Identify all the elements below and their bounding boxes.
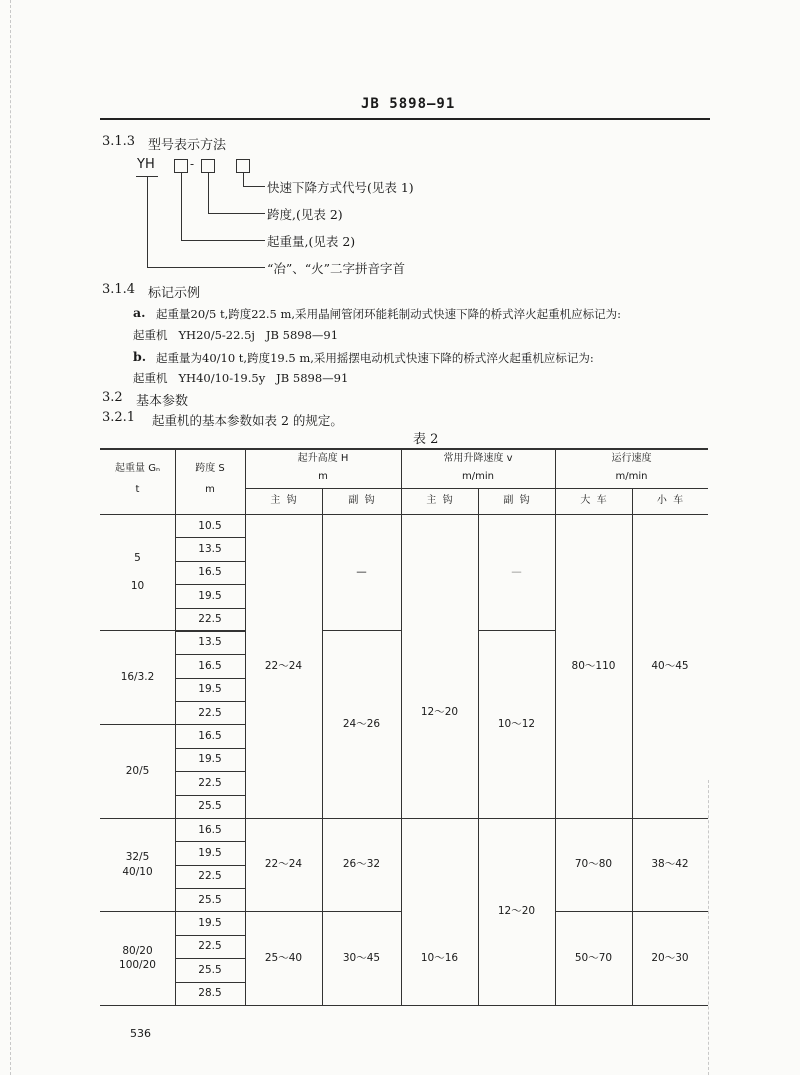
th-speed: 常用升降速度 v	[443, 453, 513, 465]
crane-speed: 80～110	[571, 659, 616, 672]
height-aux-hook: 30～45	[342, 951, 381, 964]
table-top-rule	[100, 448, 708, 450]
capacity-group: 5 10	[130, 551, 145, 593]
th-speed-unit: m/min	[462, 471, 494, 483]
section-3-2-1-number: 3.2.1	[102, 410, 136, 425]
height-main-hook: 25～40	[264, 951, 303, 964]
span-cell: 28.5	[198, 987, 222, 1000]
height-aux-hook: 26～32	[342, 858, 381, 871]
section-3-1-3-number: 3.1.3	[102, 134, 136, 149]
leader-span-h	[208, 213, 265, 214]
th-crane: 大 车	[580, 495, 607, 507]
section-3-2-number: 3.2	[102, 390, 123, 405]
th-aux-hook-speed: 副 钩	[503, 495, 530, 507]
span-cell: 22.5	[198, 776, 222, 789]
example-a-label: a.	[133, 305, 146, 320]
span-cell: 19.5	[198, 753, 222, 766]
span-cell: 22.5	[198, 870, 222, 883]
span-row-rule	[175, 771, 245, 772]
span-cell: 22.5	[198, 940, 222, 953]
model-dash: -	[190, 157, 195, 171]
example-a-mark: 起重机 YH20/5-22.5j JB 5898—91	[133, 328, 339, 342]
span-row-rule	[175, 935, 245, 936]
th-height: 起升高度 H	[297, 453, 349, 465]
th-main-hook: 主 钩	[270, 495, 297, 507]
span-row-rule	[175, 584, 245, 585]
span-row-rule	[175, 865, 245, 866]
th-travel: 运行速度	[611, 453, 652, 465]
mode-label: 快速下降方式代号(见表 1)	[267, 180, 414, 195]
span-cell: 13.5	[198, 636, 222, 649]
th-height-unit: m	[318, 471, 328, 483]
capacity-label: 起重量,(见表 2)	[267, 234, 356, 249]
speed-aux-hook: 10～12	[497, 717, 536, 730]
th-span-unit: m	[205, 484, 215, 496]
span-row-rule	[175, 748, 245, 749]
section-3-2-title: 基本参数	[136, 394, 189, 409]
th-capacity-unit: t	[135, 484, 140, 496]
mode-box	[236, 159, 250, 173]
span-cell: 13.5	[198, 542, 222, 555]
span-label: 跨度,(见表 2)	[267, 207, 343, 222]
span-row-rule	[175, 888, 245, 889]
span-row-rule	[175, 982, 245, 983]
crane-speed: 50～70	[574, 951, 613, 964]
header-rule	[100, 118, 710, 120]
leader-capacity-h	[181, 240, 265, 241]
span-row-rule	[175, 911, 245, 912]
capacity-box	[174, 159, 188, 173]
height-main-hook: 22～24	[264, 659, 303, 672]
span-cell: 19.5	[198, 917, 222, 930]
span-cell: 25.5	[198, 893, 222, 906]
leader-capacity-v	[181, 173, 182, 240]
span-row-rule	[175, 561, 245, 562]
leader-mode-v	[243, 173, 244, 186]
span-row-rule	[175, 631, 245, 632]
span-cell: 16.5	[198, 566, 222, 579]
th-capacity	[100, 460, 175, 478]
span-cell: 25.5	[198, 963, 222, 976]
speed-main-hook: 10～16	[420, 951, 459, 964]
table-bottom-rule	[100, 1005, 708, 1006]
span-row-rule	[175, 654, 245, 655]
span-row-rule	[175, 537, 245, 538]
span-row-rule	[175, 608, 245, 609]
section-3-2-1-text: 起重机的基本参数如表 2 的规定。	[152, 413, 343, 428]
trolley-speed: 20～30	[651, 951, 689, 964]
span-cell: 19.5	[198, 846, 222, 859]
span-cell: 10.5	[198, 519, 222, 532]
span-cell: 19.5	[198, 589, 222, 602]
speed-aux-hook: 12～20	[497, 905, 536, 918]
span-row-rule	[175, 678, 245, 679]
capacity-group: 16/3.2	[120, 670, 155, 683]
span-box	[201, 159, 215, 173]
capacity-group: 20/5	[125, 764, 150, 777]
scan-edge-left	[10, 0, 11, 1075]
span-cell: 16.5	[198, 823, 222, 836]
page-number: 536	[130, 1027, 151, 1040]
section-3-1-4-title: 标记示例	[148, 286, 201, 301]
leader-prefix-h	[147, 267, 265, 268]
section-3-1-3-title: 型号表示方法	[148, 138, 227, 153]
example-b-mark: 起重机 YH40/10-19.5y JB 5898—91	[133, 371, 349, 385]
leader-mode-h	[243, 186, 265, 187]
document-header: JB 5898—91	[361, 96, 456, 112]
trolley-speed: 38～42	[651, 858, 689, 871]
span-cell: 16.5	[198, 659, 222, 672]
capacity-group: 32/5 40/10	[122, 851, 153, 878]
example-b-text: 起重量为40/10 t,跨度19.5 m,采用摇摆电动机式快速下降的桥式淬火起重机应标记为:	[156, 351, 594, 365]
span-cell: 16.5	[198, 730, 222, 742]
span-cell: 25.5	[198, 800, 222, 813]
span-cell: 22.5	[198, 613, 222, 626]
example-b-label: b.	[133, 349, 147, 364]
th-trolley: 小 车	[656, 495, 684, 507]
span-row-rule	[175, 724, 245, 725]
speed-main-hook: 12～20	[420, 706, 459, 719]
example-a-text: 起重量20/5 t,跨度22.5 m,采用晶闸管闭环能耗制动式快速下降的桥式淬火起重机应标记为:	[156, 307, 621, 321]
th-aux-hook: 副 钩	[348, 495, 375, 507]
prefix-label: “冶”、“火”二字拼音字首	[267, 261, 406, 276]
span-row-rule	[175, 701, 245, 702]
trolley-speed: 40～45	[651, 659, 689, 672]
span-row-rule	[175, 818, 245, 819]
capacity-group: 80/20 100/20	[119, 944, 156, 971]
th-main-hook-speed: 主 钩	[426, 495, 453, 507]
scan-edge-right	[708, 780, 709, 1075]
speed-aux-hook: —	[511, 565, 522, 578]
height-main-hook: 22～24	[264, 858, 303, 871]
table-caption: 表 2	[413, 432, 439, 447]
span-cell: 19.5	[198, 683, 222, 696]
th-travel-unit: m/min	[615, 471, 648, 483]
span-row-rule	[175, 841, 245, 842]
th-capacity-text: 起重量 Gₙ	[115, 463, 160, 475]
height-aux-hook: 24～26	[342, 717, 381, 730]
section-3-1-4-number: 3.1.4	[102, 282, 136, 297]
leader-prefix-v	[147, 177, 148, 267]
span-cell: 22.5	[198, 706, 222, 719]
height-aux-hook: —	[356, 565, 367, 578]
crane-speed: 70～80	[574, 858, 613, 871]
model-prefix: YH	[137, 157, 155, 172]
span-row-rule	[175, 958, 245, 959]
span-row-rule	[175, 795, 245, 796]
leader-span-v	[208, 173, 209, 213]
th-span: 跨度 S	[195, 463, 225, 475]
